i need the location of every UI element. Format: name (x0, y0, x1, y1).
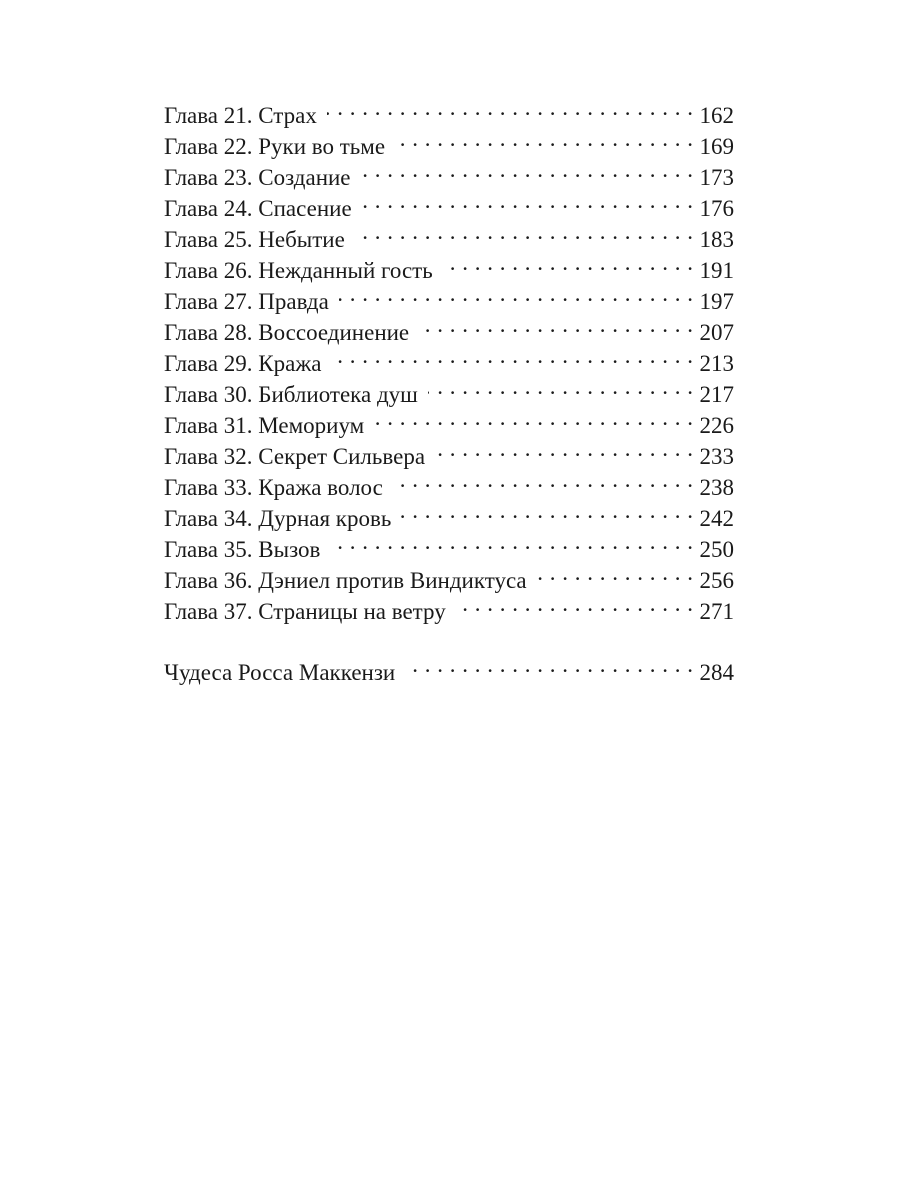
toc-leader-dots (374, 402, 695, 433)
toc-leader-dots (456, 588, 696, 619)
toc-entry-page: 233 (699, 444, 734, 469)
toc-leader-dots (331, 340, 695, 371)
toc-leader-dots (405, 649, 695, 680)
toc-leader-dots (362, 185, 696, 216)
toc-leader-dots (435, 433, 695, 464)
toc-entry-page: 271 (699, 599, 734, 624)
toc-entry-page: 176 (699, 196, 734, 221)
toc-entry-page: 256 (699, 568, 734, 593)
toc-leader-dots (419, 309, 695, 340)
toc-entry-title: Глава 33. Кража волос (164, 475, 383, 500)
toc-entry-title: Глава 22. Руки во тьме (164, 134, 386, 159)
toc-leader-dots (330, 526, 695, 557)
toc-leader-dots (327, 92, 696, 123)
toc-entry-title: Глава 28. Воссоединение (164, 320, 410, 345)
toc-leader-dots (428, 371, 696, 402)
toc-entry-title: Глава 31. Мемориум (164, 413, 365, 438)
toc-entry-title: Глава 36. Дэниел против Виндиктуса (164, 568, 527, 593)
toc-entry-title: Глава 27. Правда (164, 289, 329, 314)
toc-entry-title: Глава 37. Страницы на ветру (164, 599, 446, 624)
toc-entry-page: 250 (699, 537, 734, 562)
toc-entry-title: Глава 21. Страх (164, 103, 317, 128)
toc-entry-page: 242 (699, 506, 734, 531)
toc-leader-dots (443, 247, 696, 278)
toc-entry-title: Глава 30. Библиотека душ (164, 382, 418, 407)
toc-entry-page: 226 (699, 413, 734, 438)
toc-entry-title: Глава 23. Создание (164, 165, 351, 190)
toc-entry-title: Чудеса Росса Маккензи (164, 660, 396, 685)
toc-entry-title: Глава 24. Спасение (164, 196, 352, 221)
toc-entry-page: 197 (699, 289, 734, 314)
toc-entry-page: 284 (699, 660, 734, 685)
toc-entry-page: 207 (699, 320, 734, 345)
toc-entry-title: Глава 25. Небытие (164, 227, 345, 252)
toc-entry-page: 191 (699, 258, 734, 283)
toc-entry-title: Глава 26. Нежданный гость (164, 258, 433, 283)
toc-entry-page: 183 (699, 227, 734, 252)
toc-entry-extra[interactable] (164, 649, 734, 685)
toc-leader-dots (395, 123, 695, 154)
toc-entry-page: 173 (699, 165, 734, 190)
toc-leader-dots (537, 557, 696, 588)
toc-entry-chapter-21[interactable] (164, 92, 734, 128)
toc-leader-dots (361, 154, 696, 185)
toc-entry-title: Глава 29. Кража (164, 351, 322, 376)
toc-leader-dots (393, 464, 696, 495)
toc-entry-page: 217 (699, 382, 734, 407)
toc-entry-page: 213 (699, 351, 734, 376)
toc-entry-page: 162 (699, 103, 734, 128)
toc-leader-dots (401, 495, 695, 526)
toc-entry-title: Глава 35. Вызов (164, 537, 321, 562)
toc-entry-page: 169 (699, 134, 734, 159)
toc-entry-page: 238 (699, 475, 734, 500)
toc-entry-title: Глава 32. Секрет Сильвера (164, 444, 426, 469)
toc-entry-title: Глава 34. Дурная кровь (164, 506, 392, 531)
table-of-contents (164, 92, 734, 685)
toc-leader-dots (355, 216, 696, 247)
toc-leader-dots (339, 278, 696, 309)
